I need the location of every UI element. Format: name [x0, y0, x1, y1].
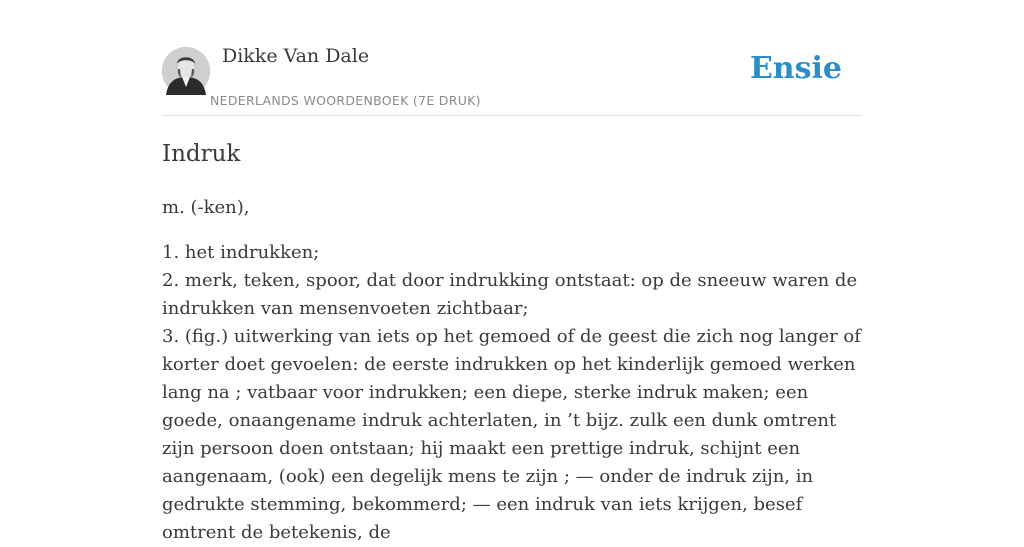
- grammar-note: m. (-ken),: [162, 197, 250, 218]
- entry-header: [162, 0, 862, 116]
- ensie-logo[interactable]: Ensie: [749, 51, 842, 86]
- author-name[interactable]: Dikke Van Dale: [222, 45, 370, 67]
- definition-sense-2: 2. merk, teken, spoor, dat door indrukking ontstaat: op de sneeuw waren de indrukken van mensenvoeten zichtbaar;: [162, 270, 858, 319]
- page-title: Indruk: [162, 141, 241, 167]
- source-label[interactable]: NEDERLANDS WOORDENBOEK (7E DRUK): [210, 93, 481, 108]
- entry-card: [162, 0, 862, 543]
- definition-sense-3: 3. (fig.) uitwerking van iets op het gemoed of de geest die zich nog langer of korter doet gevoelen: de eerste indrukken op het kinderlijk gemoed werken lang na ; vatbaar voor indrukken; een diepe, sterke indruk maken; een goede, onaangename indruk achterlaten, in ’t bijz. zulk een dunk omtrent zijn persoon doen ontstaan; hij maakt een prettige indruk, schijnt een aangenaam, (ook) een degelijk mens te zijn ; — onder de indruk zijn, in gedrukte stemming, bekommerd; — een indruk van iets krijgen, besef omtrent de betekenis, de: [162, 326, 861, 543]
- definition-body: [162, 239, 862, 547]
- author-avatar[interactable]: [162, 47, 210, 95]
- portrait-image: [162, 47, 210, 95]
- definition-sense-1: 1. het indrukken;: [162, 242, 320, 263]
